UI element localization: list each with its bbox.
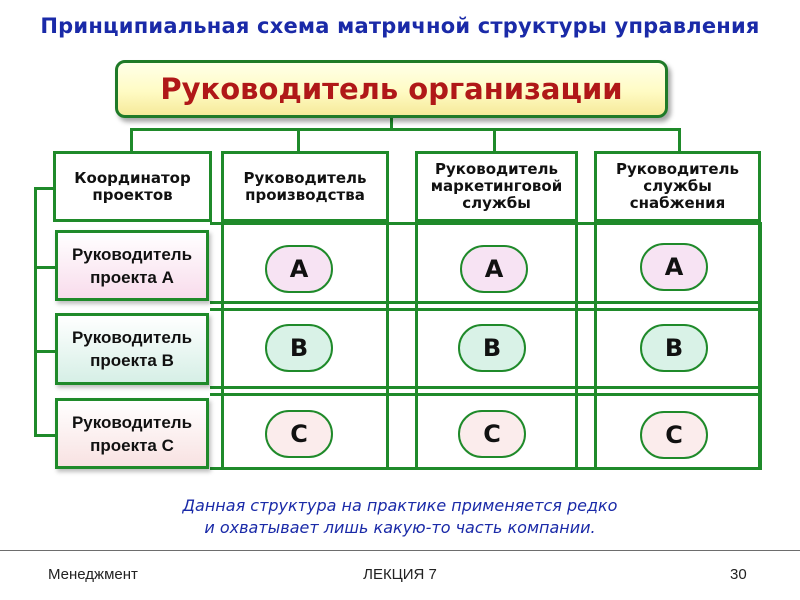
row-label: Руководитель проекта С (71, 412, 193, 455)
column-label: Руководитель маркетинговой службы (430, 160, 563, 212)
project-c-supply: С (640, 411, 708, 459)
footer-course: Менеджмент (48, 566, 138, 583)
project-a-production: А (265, 245, 333, 293)
column-header-coordinator (53, 151, 212, 222)
column-header-supply (594, 151, 761, 222)
column-header-production (221, 151, 389, 222)
connector-col-2 (297, 128, 300, 152)
head-box (115, 60, 668, 118)
connector-row-a (34, 266, 55, 269)
row-label: Руководитель проекта А (71, 244, 193, 287)
connector-left-vertical (34, 187, 37, 437)
connector-row-c (34, 434, 55, 437)
head-label: Руководитель организации (160, 72, 623, 106)
column-label: Координатор проектов (74, 168, 191, 204)
project-c-marketing: С (458, 410, 526, 458)
slide-title: Принципиальная схема матричной структуры управления (40, 14, 760, 38)
project-c-production: С (265, 410, 333, 458)
row-header-project-b (55, 313, 209, 385)
footer-divider (0, 550, 800, 551)
project-b-supply: В (640, 324, 708, 372)
connector-row-b (34, 350, 55, 353)
row-header-project-a (55, 230, 209, 301)
row-label: Руководитель проекта В (71, 328, 193, 370)
project-a-marketing: А (460, 245, 528, 293)
connector-col-4 (678, 128, 681, 152)
column-label: Руководитель службы снабжения (615, 160, 740, 212)
connector-col-3 (493, 128, 496, 152)
footer-lecture: ЛЕКЦИЯ 7 (363, 566, 437, 583)
footnote-text: Данная структура на практике применяется редко и охватывает лишь какую-то часть компании. (182, 496, 618, 537)
footer-page-number: 30 (730, 566, 747, 583)
project-a-supply: А (640, 243, 708, 291)
project-b-marketing: В (458, 324, 526, 372)
connector-coordinator-left (34, 187, 55, 190)
row-header-project-c (55, 398, 209, 469)
connector-col-1 (130, 128, 133, 152)
project-b-production: В (265, 324, 333, 372)
column-header-marketing (415, 151, 578, 222)
connector-horizontal-bus (130, 128, 681, 131)
column-label: Руководитель производства (243, 168, 367, 204)
